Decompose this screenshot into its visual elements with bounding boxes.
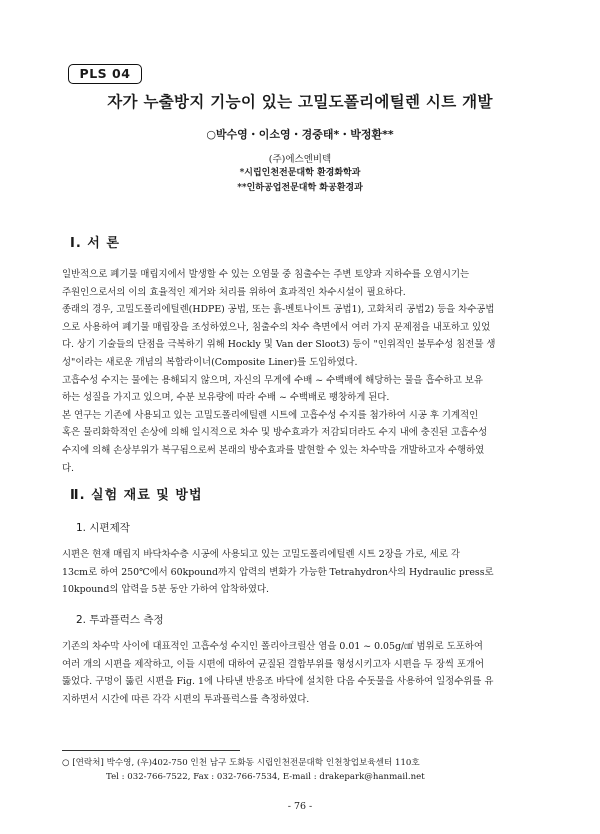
text-line: 하는 성질을 가지고 있으며, 수분 보유량에 따라 수배 ~ 수백배로 팽창하게 된다. xyxy=(62,392,390,404)
subsection-heading-specimen: 1. 시편제작 xyxy=(76,522,130,534)
text-line: 본 연구는 기존에 사용되고 있는 고밀도폴리에틸렌 시트에 고흡수성 수지를 첨가하여 시공 후 기계적인 xyxy=(62,409,479,421)
section-heading-introduction: Ⅰ. 서 론 xyxy=(70,236,120,251)
affiliation-1: *시립인천전문대학 환경화학과 xyxy=(239,168,361,178)
paper-title: 자가 누출방지 기능이 있는 고밀도폴리에틸렌 시트 개발 xyxy=(107,93,493,111)
text-line: 여러 개의 시편을 제작하고, 이들 시편에 대하여 균질된 결합부위를 형성시키고자 시편을 두 장씩 포개어 xyxy=(62,658,485,670)
text-line: 시편은 현재 매립지 바닥차수층 시공에 사용되고 있는 고밀도폴리에틸렌 시트 2장을 가로, 세로 각 xyxy=(62,549,460,560)
contact-footnote xyxy=(62,756,542,784)
text-line: 혹은 물리화학적인 손상에 의해 일시적으로 차수 및 방수효과가 저감되더라도 수지 내에 충진된 고흡수성 xyxy=(62,427,488,439)
text-line: 주원인으로서의 이의 효율적인 제거와 처리를 위하여 효과적인 차수시설이 필요하다. xyxy=(62,286,406,298)
subsection-heading-flux: 2. 투과플럭스 측정 xyxy=(76,614,164,626)
flux-paragraph xyxy=(62,638,540,708)
text-line: 다. 상기 기술들의 단점을 극복하기 위해 Hockly 및 Van der Sloot3) 등이 "인위적인 불투수성 침전물 생 xyxy=(62,339,496,351)
text-line: 뚫었다. 구멍이 뚫린 시편을 Fig. 1에 나타낸 반응조 바닥에 설치한 다음 수돗물을 사용하여 일정수위를 유 xyxy=(62,676,494,688)
text-line: 다. xyxy=(62,462,75,474)
text-line: 10kpound의 압력을 5분 동안 가하여 압착하였다. xyxy=(62,584,270,596)
page-number: - 76 - xyxy=(287,801,313,812)
footnote-divider xyxy=(62,750,240,751)
text-line: 기존의 차수막 사이에 대표적인 고흡수성 수지인 폴리아크릴산 염을 0.01 ~ 0.05g/㎠ 범위로 도포하여 xyxy=(62,641,483,652)
text-line: 수지에 의해 손상부위가 복구됨으로써 본래의 방수효과를 발현할 수 있는 차수막을 개발하고자 수행하였 xyxy=(62,444,485,456)
text-line: 일반적으로 폐기물 매립지에서 발생할 수 있는 오염물 중 침출수는 주변 토양과 지하수를 오염시기는 xyxy=(62,269,470,280)
text-line: 성"이라는 새로운 개념의 복합라이너(Composite Liner)를 도입하였다. xyxy=(62,356,358,368)
affiliation-company: (주)에스엔비텍 xyxy=(268,154,332,165)
footnote-line: Tel : 032-766-7522, Fax : 032-766-7534, E-mail : drakepark@hanmail.net xyxy=(106,772,425,782)
section-heading-methods: Ⅱ. 실험 재료 및 방법 xyxy=(70,488,203,503)
introduction-paragraph xyxy=(62,266,540,477)
author-list: ○박수영・이소영・경중태*・박정환** xyxy=(206,128,394,141)
session-badge: PLS 04 xyxy=(68,64,142,84)
text-line: 지하면서 시간에 따른 각각 시편의 투과플럭스를 측정하였다. xyxy=(62,693,310,705)
specimen-paragraph xyxy=(62,546,540,599)
text-line: 고흡수성 수지는 물에는 용해되지 않으며, 자신의 무게에 수배 ~ 수백배에 해당하는 물을 흡수하고 보유 xyxy=(62,374,483,386)
text-line: 13cm로 하여 250℃에서 60kpound까지 압력의 변화가 가능한 Tetrahydron사의 Hydraulic press로 xyxy=(62,566,494,578)
footnote-line: ○ [연락처] 박수영, (우)402-750 인천 남구 도화동 시립인천전문대학 인천창업보육센터 110호 xyxy=(62,758,420,768)
text-line: 으로 사용하여 폐기물 매립장을 조성하였으나, 침출수의 차수 측면에서 여러 가지 문제점을 내포하고 있었 xyxy=(62,321,491,333)
text-line: 종래의 경우, 고밀도폴리에틸렌(HDPE) 공법, 또는 흙-벤토나이트 공법1), 고화처리 공법2) 등을 차수공법 xyxy=(62,304,495,316)
affiliation-2: **인하공업전문대학 화공환경과 xyxy=(237,183,363,193)
